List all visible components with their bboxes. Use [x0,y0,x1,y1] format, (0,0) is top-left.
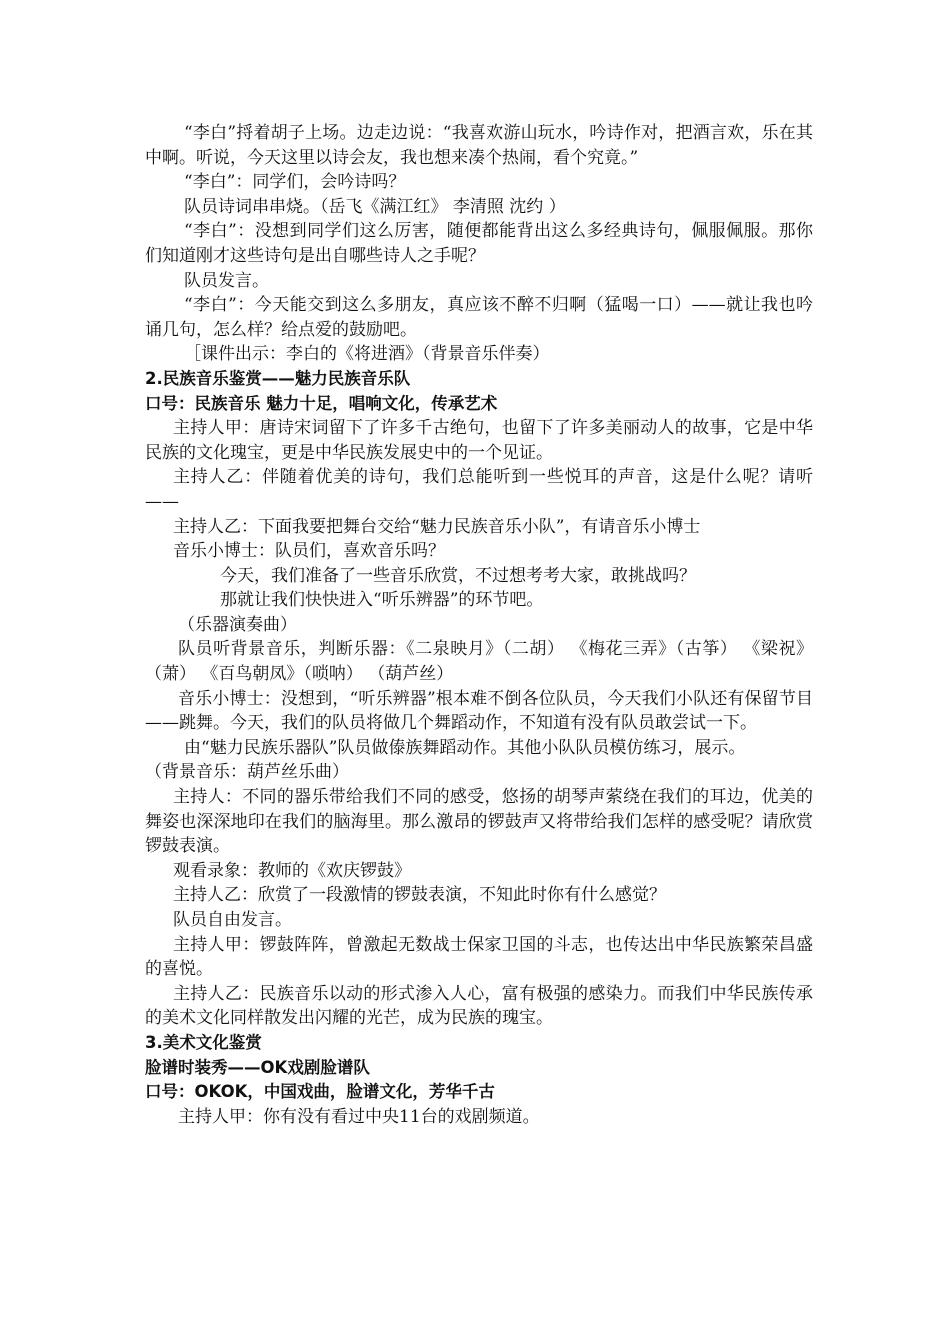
document-body [145,121,813,1129]
paragraph: （乐器演奏曲） [178,614,297,635]
paragraph: 那就让我们快快进入“听乐辨器”的环节吧。 [220,590,544,611]
paragraph: 主持人甲：锣鼓阵阵，曾激起无数战士保家卫国的斗志，也传达出中华民族繁荣昌盛的喜悦。 [145,934,813,980]
paragraph: ［课件出示：李白的《将进酒》（背景音乐伴奏） [184,344,550,365]
paragraph: 主持人甲：你有没有看过中央11台的戏剧频道。 [178,1106,540,1127]
paragraph: 音乐小博士：没想到，“听乐辨器”根本难不倒各位队员，今天我们小队还有保留节目——跳舞。今天，我们的队员将做几个舞蹈动作，不知道有没有队员敢尝试一下。 [145,688,813,734]
paragraph: “李白”：没想到同学们这么厉害，随便都能背出这么多经典诗句，佩服佩服。那你们知道刚才这些诗句是出自哪些诗人之手呢？ [145,221,813,266]
paragraph: 观看录象：教师的《欢庆锣鼓》 [173,860,411,881]
section-heading: 2.民族音乐鉴赏——魅力民族音乐队 [145,368,411,388]
paragraph: 今天，我们准备了一些音乐欣赏，不过想考考大家，敢挑战吗？ [220,565,696,586]
paragraph: 队员诗词串串烧。（岳飞《满江红》 李清照 沈约 ） [184,196,566,217]
paragraph: 音乐小博士：队员们，喜欢音乐吗？ [173,541,445,562]
paragraph: 队员自由发言。 [173,910,292,930]
paragraph: 主持人乙：民族音乐以动的形式渗入人心，富有极强的感染力。而我们中华民族传承的美术文化同样散发出闪耀的光芒，成为民族的瑰宝。 [145,983,813,1029]
paragraph: （背景音乐：葫芦丝乐曲） [145,762,349,783]
paragraph: 主持人乙：下面我要把舞台交给“魅力民族音乐小队”，有请音乐小博士 [173,516,701,537]
paragraph: 主持人乙：欣赏了一段激情的锣鼓表演，不知此时你有什么感觉？ [173,885,666,906]
paragraph: “李白”：今天能交到这么多朋友，真应该不醉不归啊（猛喝一口）——就让我也吟诵几句，怎么样？给点爱的鼓励吧。 [145,295,813,340]
paragraph: “李白”捋着胡子上场。边走边说：“我喜欢游山玩水，吟诗作对，把酒言欢，乐在其中啊。听说，今天这里以诗会友，我也想来凑个热闹，看个究竟。” [145,123,813,168]
section-heading: 3.美术文化鉴赏 [145,1032,262,1052]
slogan-heading: 口号：民族音乐 魅力十足，唱响文化，传承艺术 [145,393,498,413]
paragraph: 队员发言。 [184,270,269,291]
paragraph: 队员听背景音乐，判断乐器：《二泉映月》（二胡） 《梅花三弄》（古筝） 《梁祝》（萧） 《百鸟朝凤》（唢呐） （葫芦丝） [145,639,813,685]
paragraph: 主持人甲：唐诗宋词留下了许多千古绝句，也留下了许多美丽动人的故事，它是中华民族的文化瑰宝，更是中华民族发展史中的一个见证。 [145,418,813,463]
slogan-heading: 口号：OKOK，中国戏曲，脸谱文化，芳华千古 [145,1082,495,1102]
subsection-heading: 脸谱时装秀——OK戏剧脸谱队 [145,1057,370,1077]
paragraph: 主持人：不同的器乐带给我们不同的感受，悠扬的胡琴声萦绕在我们的耳边，优美的舞姿也深深地印在我们的脑海里。那么激昂的锣鼓声又将带给我们怎样的感受呢？请欣赏锣鼓表演。 [145,787,813,857]
paragraph: 主持人乙：伴随着优美的诗句，我们总能听到一些悦耳的声音，这是什么呢？请听—— [145,467,813,512]
paragraph: 由“魅力民族乐器队”队员做傣族舞蹈动作。其他小队队员模仿练习，展示。 [184,737,746,758]
paragraph: “李白”：同学们，会吟诗吗？ [184,172,406,193]
